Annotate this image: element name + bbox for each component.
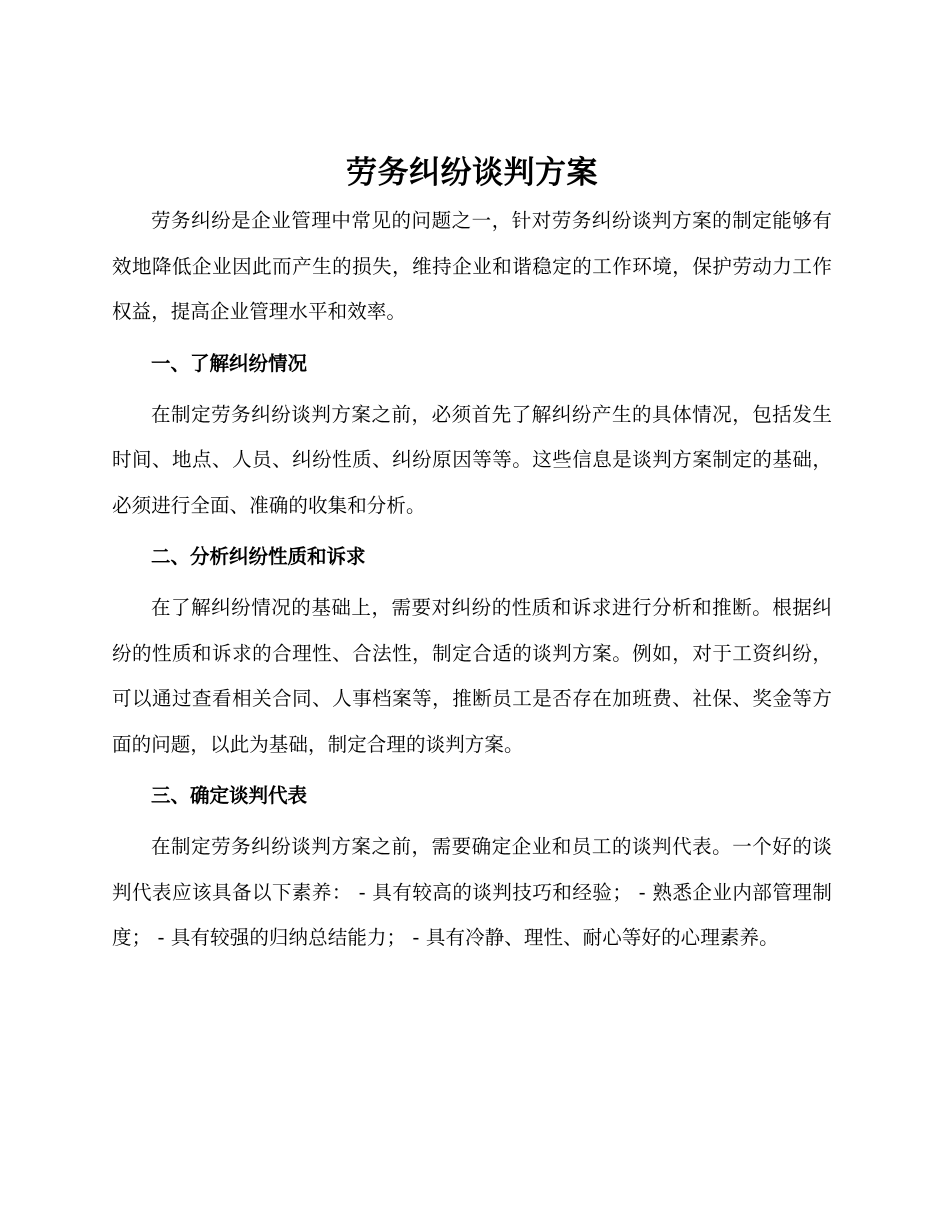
- section-heading-1: 一、了解纠纷情况: [151, 351, 308, 375]
- section-body-3: 在制定劳务纠纷谈判方案之前，需要确定企业和员工的谈判代表。一个好的谈判代表应该具备以下素养： - 具有较高的谈判技巧和经验； - 熟悉企业内部管理制度； - 具有较强的归纳总结能力； - 具有冷静、理性、耐心等好的心理素养。: [112, 835, 832, 949]
- document-content: [112, 150, 832, 961]
- section-heading-3: 三、确定谈判代表: [151, 784, 308, 807]
- section-body-2: 在了解纠纷情况的基础上，需要对纠纷的性质和诉求进行分析和推断。根据纠纷的性质和诉求的合理性、合法性，制定合适的谈判方案。例如，对于工资纠纷，可以通过查看相关合同、人事档案等，推断员工是否存在加班费、社保、奖金等方面的问题，以此为基础，制定合理的谈判方案。: [112, 596, 832, 756]
- intro-paragraph: 劳务纠纷是企业管理中常见的问题之一，针对劳务纠纷谈判方案的制定能够有效地降低企业因此而产生的损失，维持企业和谐稳定的工作环境，保护劳动力工作权益，提高企业管理水平和效率。: [112, 209, 832, 323]
- section-heading-2: 二、分析纠纷性质和诉求: [151, 545, 366, 568]
- section-body-1: 在制定劳务纠纷谈判方案之前，必须首先了解纠纷产生的具体情况，包括发生时间、地点、人员、纠纷性质、纠纷原因等等。这些信息是谈判方案制定的基础，必须进行全面、准确的收集和分析。: [112, 402, 832, 517]
- document-title: 劳务纠纷谈判方案: [346, 155, 598, 191]
